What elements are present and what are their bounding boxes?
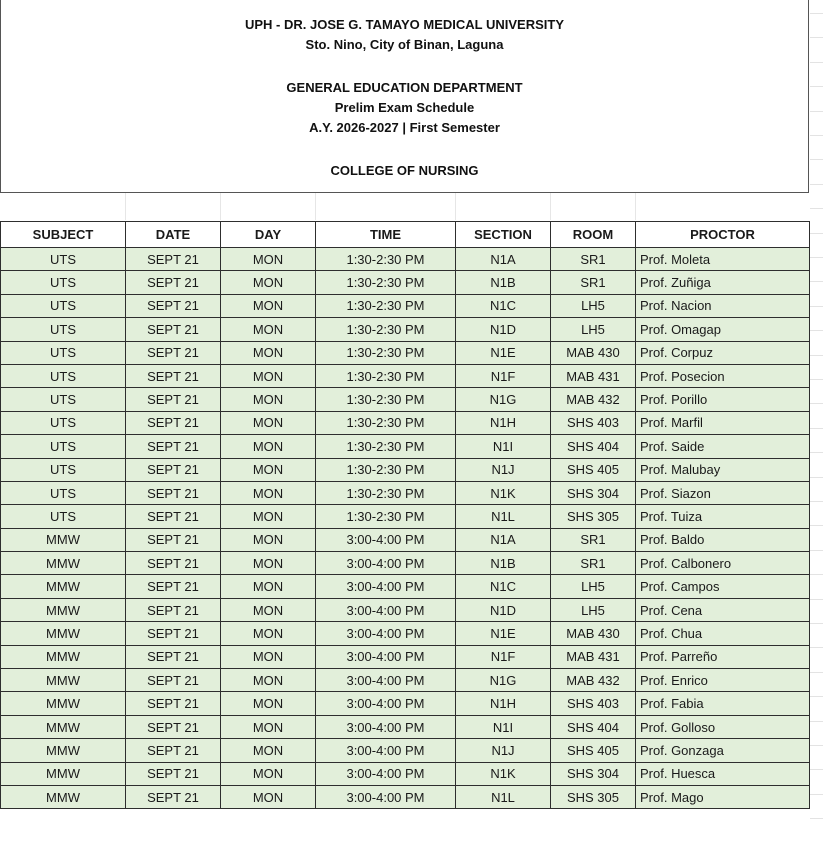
column-header-subject[interactable]: SUBJECT xyxy=(1,222,126,248)
section-cell[interactable]: N1J xyxy=(456,458,551,481)
date-cell[interactable]: SEPT 21 xyxy=(126,762,221,785)
day-cell[interactable]: MON xyxy=(221,411,316,434)
section-cell[interactable]: N1C xyxy=(456,294,551,317)
day-cell[interactable]: MON xyxy=(221,645,316,668)
time-cell[interactable]: 3:00-4:00 PM xyxy=(316,575,456,598)
day-cell[interactable]: MON xyxy=(221,341,316,364)
section-cell[interactable]: N1E xyxy=(456,341,551,364)
section-cell[interactable]: N1H xyxy=(456,692,551,715)
subject-cell[interactable]: UTS xyxy=(1,318,126,341)
day-cell[interactable]: MON xyxy=(221,364,316,387)
time-cell[interactable]: 3:00-4:00 PM xyxy=(316,692,456,715)
day-cell[interactable]: MON xyxy=(221,388,316,411)
day-cell[interactable]: MON xyxy=(221,575,316,598)
schedule-title: Prelim Exam Schedule xyxy=(334,100,475,115)
date-cell[interactable]: SEPT 21 xyxy=(126,552,221,575)
table-row xyxy=(1,762,810,785)
subject-cell[interactable]: UTS xyxy=(1,411,126,434)
section-cell[interactable]: N1B xyxy=(456,271,551,294)
table-row xyxy=(1,294,810,317)
section-cell[interactable]: N1G xyxy=(456,669,551,692)
time-cell[interactable]: 1:30-2:30 PM xyxy=(316,318,456,341)
room-cell[interactable]: LH5 xyxy=(551,294,636,317)
room-cell[interactable]: SHS 405 xyxy=(551,739,636,762)
time-cell[interactable]: 3:00-4:00 PM xyxy=(316,598,456,621)
date-cell[interactable]: SEPT 21 xyxy=(126,318,221,341)
date-cell[interactable]: SEPT 21 xyxy=(126,435,221,458)
table-row xyxy=(1,341,810,364)
section-cell[interactable]: N1J xyxy=(456,739,551,762)
proctor-cell[interactable]: Prof. Siazon xyxy=(636,481,810,504)
room-cell[interactable]: MAB 432 xyxy=(551,388,636,411)
table-row xyxy=(1,481,810,504)
section-cell[interactable]: N1D xyxy=(456,598,551,621)
section-cell[interactable]: N1G xyxy=(456,388,551,411)
subject-cell[interactable]: UTS xyxy=(1,271,126,294)
subject-cell[interactable]: UTS xyxy=(1,364,126,387)
table-row xyxy=(1,318,810,341)
section-cell[interactable]: N1A xyxy=(456,248,551,271)
subject-cell[interactable]: MMW xyxy=(1,739,126,762)
date-cell[interactable]: SEPT 21 xyxy=(126,411,221,434)
subject-cell[interactable]: UTS xyxy=(1,481,126,504)
proctor-cell[interactable]: Prof. Nacion xyxy=(636,294,810,317)
time-cell[interactable]: 3:00-4:00 PM xyxy=(316,528,456,551)
proctor-cell[interactable]: Prof. Baldo xyxy=(636,528,810,551)
date-cell[interactable]: SEPT 21 xyxy=(126,739,221,762)
time-cell[interactable]: 3:00-4:00 PM xyxy=(316,645,456,668)
subject-cell[interactable]: MMW xyxy=(1,528,126,551)
table-body xyxy=(1,248,810,809)
day-cell[interactable]: MON xyxy=(221,785,316,808)
subject-cell[interactable]: MMW xyxy=(1,552,126,575)
subject-cell[interactable]: MMW xyxy=(1,692,126,715)
date-cell[interactable]: SEPT 21 xyxy=(126,785,221,808)
table-header-row xyxy=(1,222,810,248)
proctor-cell[interactable]: Prof. Gonzaga xyxy=(636,739,810,762)
day-cell[interactable]: MON xyxy=(221,294,316,317)
table-row xyxy=(1,271,810,294)
section-cell[interactable]: N1D xyxy=(456,318,551,341)
date-cell[interactable]: SEPT 21 xyxy=(126,528,221,551)
section-cell[interactable]: N1B xyxy=(456,552,551,575)
room-cell[interactable]: SR1 xyxy=(551,552,636,575)
proctor-cell[interactable]: Prof. Saide xyxy=(636,435,810,458)
room-cell[interactable]: MAB 431 xyxy=(551,364,636,387)
time-cell[interactable]: 1:30-2:30 PM xyxy=(316,388,456,411)
time-cell[interactable]: 3:00-4:00 PM xyxy=(316,762,456,785)
table-row xyxy=(1,435,810,458)
section-cell[interactable]: N1E xyxy=(456,622,551,645)
proctor-cell[interactable]: Prof. Omagap xyxy=(636,318,810,341)
column-header-proctor[interactable]: PROCTOR xyxy=(636,222,810,248)
day-cell[interactable]: MON xyxy=(221,739,316,762)
sheet-edge-gridlines xyxy=(810,0,823,842)
time-cell[interactable]: 1:30-2:30 PM xyxy=(316,271,456,294)
subject-cell[interactable]: UTS xyxy=(1,248,126,271)
date-cell[interactable]: SEPT 21 xyxy=(126,598,221,621)
academic-year: A.Y. 2026-2027 | First Semester xyxy=(309,120,500,135)
subject-cell[interactable]: UTS xyxy=(1,435,126,458)
proctor-cell[interactable]: Prof. Parreño xyxy=(636,645,810,668)
proctor-cell[interactable]: Prof. Cena xyxy=(636,598,810,621)
table-row xyxy=(1,411,810,434)
date-cell[interactable]: SEPT 21 xyxy=(126,645,221,668)
time-cell[interactable]: 1:30-2:30 PM xyxy=(316,411,456,434)
time-cell[interactable]: 1:30-2:30 PM xyxy=(316,481,456,504)
date-cell[interactable]: SEPT 21 xyxy=(126,364,221,387)
time-cell[interactable]: 3:00-4:00 PM xyxy=(316,552,456,575)
room-cell[interactable]: MAB 432 xyxy=(551,669,636,692)
table-row xyxy=(1,552,810,575)
table-row xyxy=(1,458,810,481)
proctor-cell[interactable]: Prof. Zuñiga xyxy=(636,271,810,294)
schedule-header xyxy=(0,0,809,193)
subject-cell[interactable]: MMW xyxy=(1,622,126,645)
subject-cell[interactable]: UTS xyxy=(1,341,126,364)
proctor-cell[interactable]: Prof. Golloso xyxy=(636,715,810,738)
section-cell[interactable]: N1H xyxy=(456,411,551,434)
table-row xyxy=(1,388,810,411)
day-cell[interactable]: MON xyxy=(221,622,316,645)
column-header-room[interactable]: ROOM xyxy=(551,222,636,248)
day-cell[interactable]: MON xyxy=(221,505,316,528)
table-row xyxy=(1,785,810,808)
section-cell[interactable]: N1L xyxy=(456,785,551,808)
date-cell[interactable]: SEPT 21 xyxy=(126,271,221,294)
day-cell[interactable]: MON xyxy=(221,598,316,621)
day-cell[interactable]: MON xyxy=(221,458,316,481)
date-cell[interactable]: SEPT 21 xyxy=(126,715,221,738)
room-cell[interactable]: SR1 xyxy=(551,248,636,271)
table-row xyxy=(1,248,810,271)
day-cell[interactable]: MON xyxy=(221,669,316,692)
column-header-date[interactable]: DATE xyxy=(126,222,221,248)
proctor-cell[interactable]: Prof. Fabia xyxy=(636,692,810,715)
table-row xyxy=(1,575,810,598)
subject-cell[interactable]: MMW xyxy=(1,645,126,668)
table-row xyxy=(1,692,810,715)
day-cell[interactable]: MON xyxy=(221,248,316,271)
room-cell[interactable]: SHS 404 xyxy=(551,715,636,738)
date-cell[interactable]: SEPT 21 xyxy=(126,458,221,481)
date-cell[interactable]: SEPT 21 xyxy=(126,294,221,317)
room-cell[interactable]: LH5 xyxy=(551,598,636,621)
subject-cell[interactable]: MMW xyxy=(1,575,126,598)
day-cell[interactable]: MON xyxy=(221,692,316,715)
subject-cell[interactable]: MMW xyxy=(1,785,126,808)
department-name: GENERAL EDUCATION DEPARTMENT xyxy=(286,80,523,95)
proctor-cell[interactable]: Prof. Tuiza xyxy=(636,505,810,528)
proctor-cell[interactable]: Prof. Malubay xyxy=(636,458,810,481)
room-cell[interactable]: MAB 431 xyxy=(551,645,636,668)
time-cell[interactable]: 1:30-2:30 PM xyxy=(316,458,456,481)
day-cell[interactable]: MON xyxy=(221,435,316,458)
table-row xyxy=(1,645,810,668)
date-cell[interactable]: SEPT 21 xyxy=(126,481,221,504)
proctor-cell[interactable]: Prof. Posecion xyxy=(636,364,810,387)
university-address: Sto. Nino, City of Binan, Laguna xyxy=(305,37,504,52)
day-cell[interactable]: MON xyxy=(221,528,316,551)
subject-cell[interactable]: MMW xyxy=(1,762,126,785)
date-cell[interactable]: SEPT 21 xyxy=(126,388,221,411)
subject-cell[interactable]: UTS xyxy=(1,505,126,528)
day-cell[interactable]: MON xyxy=(221,481,316,504)
room-cell[interactable]: SHS 404 xyxy=(551,435,636,458)
table-row xyxy=(1,669,810,692)
room-cell[interactable]: SHS 405 xyxy=(551,458,636,481)
room-cell[interactable]: SR1 xyxy=(551,528,636,551)
proctor-cell[interactable]: Prof. Enrico xyxy=(636,669,810,692)
room-cell[interactable]: SHS 304 xyxy=(551,762,636,785)
time-cell[interactable]: 1:30-2:30 PM xyxy=(316,505,456,528)
section-cell[interactable]: N1K xyxy=(456,481,551,504)
time-cell[interactable]: 3:00-4:00 PM xyxy=(316,669,456,692)
proctor-cell[interactable]: Prof. Mago xyxy=(636,785,810,808)
proctor-cell[interactable]: Prof. Campos xyxy=(636,575,810,598)
column-header-day[interactable]: DAY xyxy=(221,222,316,248)
section-cell[interactable]: N1F xyxy=(456,364,551,387)
time-cell[interactable]: 3:00-4:00 PM xyxy=(316,739,456,762)
room-cell[interactable]: SR1 xyxy=(551,271,636,294)
subject-cell[interactable]: MMW xyxy=(1,715,126,738)
table-row xyxy=(1,739,810,762)
section-cell[interactable]: N1I xyxy=(456,435,551,458)
proctor-cell[interactable]: Prof. Chua xyxy=(636,622,810,645)
section-cell[interactable]: N1K xyxy=(456,762,551,785)
column-header-section[interactable]: SECTION xyxy=(456,222,551,248)
day-cell[interactable]: MON xyxy=(221,552,316,575)
table-row xyxy=(1,598,810,621)
subject-cell[interactable]: UTS xyxy=(1,388,126,411)
time-cell[interactable]: 1:30-2:30 PM xyxy=(316,435,456,458)
table-row xyxy=(1,364,810,387)
date-cell[interactable]: SEPT 21 xyxy=(126,692,221,715)
time-cell[interactable]: 1:30-2:30 PM xyxy=(316,341,456,364)
section-cell[interactable]: N1I xyxy=(456,715,551,738)
table-row xyxy=(1,622,810,645)
date-cell[interactable]: SEPT 21 xyxy=(126,622,221,645)
date-cell[interactable]: SEPT 21 xyxy=(126,575,221,598)
time-cell[interactable]: 3:00-4:00 PM xyxy=(316,622,456,645)
room-cell[interactable]: SHS 305 xyxy=(551,505,636,528)
subject-cell[interactable]: UTS xyxy=(1,294,126,317)
subject-cell[interactable]: MMW xyxy=(1,669,126,692)
time-cell[interactable]: 3:00-4:00 PM xyxy=(316,715,456,738)
proctor-cell[interactable]: Prof. Huesca xyxy=(636,762,810,785)
day-cell[interactable]: MON xyxy=(221,762,316,785)
time-cell[interactable]: 3:00-4:00 PM xyxy=(316,785,456,808)
day-cell[interactable]: MON xyxy=(221,318,316,341)
table-row xyxy=(1,528,810,551)
time-cell[interactable]: 1:30-2:30 PM xyxy=(316,248,456,271)
subject-cell[interactable]: UTS xyxy=(1,458,126,481)
section-cell[interactable]: N1A xyxy=(456,528,551,551)
date-cell[interactable]: SEPT 21 xyxy=(126,341,221,364)
date-cell[interactable]: SEPT 21 xyxy=(126,505,221,528)
date-cell[interactable]: SEPT 21 xyxy=(126,669,221,692)
day-cell[interactable]: MON xyxy=(221,271,316,294)
room-cell[interactable]: LH5 xyxy=(551,318,636,341)
proctor-cell[interactable]: Prof. Calbonero xyxy=(636,552,810,575)
proctor-cell[interactable]: Prof. Porillo xyxy=(636,388,810,411)
day-cell[interactable]: MON xyxy=(221,715,316,738)
proctor-cell[interactable]: Prof. Moleta xyxy=(636,248,810,271)
section-cell[interactable]: N1C xyxy=(456,575,551,598)
proctor-cell[interactable]: Prof. Marfil xyxy=(636,411,810,434)
time-cell[interactable]: 1:30-2:30 PM xyxy=(316,294,456,317)
college-name: COLLEGE OF NURSING xyxy=(330,163,479,178)
section-cell[interactable]: N1F xyxy=(456,645,551,668)
subject-cell[interactable]: MMW xyxy=(1,598,126,621)
column-header-time[interactable]: TIME xyxy=(316,222,456,248)
room-cell[interactable]: MAB 430 xyxy=(551,622,636,645)
table-row xyxy=(1,505,810,528)
section-cell[interactable]: N1L xyxy=(456,505,551,528)
room-cell[interactable]: MAB 430 xyxy=(551,341,636,364)
university-name: UPH - DR. JOSE G. TAMAYO MEDICAL UNIVERSITY xyxy=(244,17,565,32)
exam-schedule-table xyxy=(0,221,810,809)
room-cell[interactable]: SHS 305 xyxy=(551,785,636,808)
room-cell[interactable]: LH5 xyxy=(551,575,636,598)
time-cell[interactable]: 1:30-2:30 PM xyxy=(316,364,456,387)
blank-spacer-row xyxy=(0,193,809,220)
date-cell[interactable]: SEPT 21 xyxy=(126,248,221,271)
room-cell[interactable]: SHS 304 xyxy=(551,481,636,504)
table-row xyxy=(1,715,810,738)
room-cell[interactable]: SHS 403 xyxy=(551,692,636,715)
room-cell[interactable]: SHS 403 xyxy=(551,411,636,434)
proctor-cell[interactable]: Prof. Corpuz xyxy=(636,341,810,364)
